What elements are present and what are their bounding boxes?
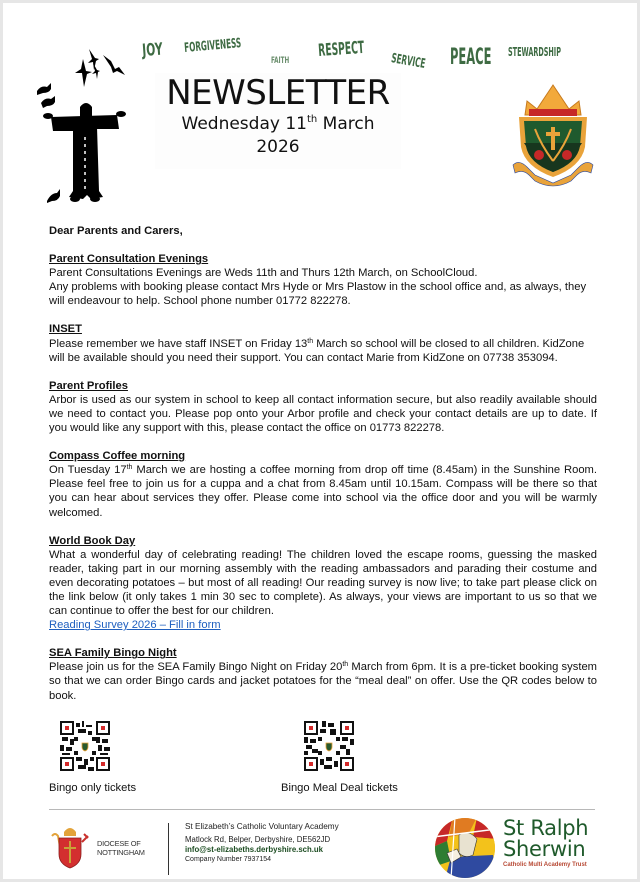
value-word-forgiveness: FORGIVENESS <box>183 36 242 56</box>
qr-caption: Bingo only tickets <box>49 782 137 794</box>
section-sea-bingo-night <box>49 646 597 702</box>
text-part: March so school will be closed to all children. KidZone will be available should you need their support. You can contact Marie from KidZone on 07738 353094. <box>49 337 585 364</box>
section-text: What a wonderful day of celebrating reading! The children loved the escape rooms, guessing the masked reader, taking part in our morning assembly with the reading ambassadors and parading their costume and even decorating potatoes – but most of all reading! Our reading survey is now live; to take part please click on the link below (it only takes 1 min 30 sec to complete). As always, your views are important to us so that we can continue to offer the best for our children. <box>49 548 597 618</box>
greeting: Dear Parents and Carers, <box>49 225 183 237</box>
trust-name-block <box>503 818 588 868</box>
footer-divider-line <box>49 809 595 810</box>
value-word-faith: FAITH <box>271 56 290 66</box>
date-month: March <box>317 114 375 134</box>
diocese-line: NOTTINGHAM <box>97 848 145 857</box>
school-crest-icon <box>511 83 595 189</box>
section-heading: Parent Consultation Evenings <box>49 253 209 266</box>
value-word-joy: JOY <box>141 39 164 61</box>
text-part: Please join us for the SEA Family Bingo Night on Friday 20 <box>49 661 343 674</box>
qr-codes-row <box>49 721 597 797</box>
section-heading: World Book Day <box>49 534 136 547</box>
section-text <box>49 660 597 702</box>
ordinal: th <box>342 661 349 669</box>
value-word-peace: PEACE <box>450 45 492 70</box>
section-compass-coffee-morning <box>49 449 597 519</box>
ordinal: th <box>126 464 133 472</box>
text-part: March we are hosting a coffee morning from drop off time (8.45am) in the Sunshine Room. Please feel free to join us for a cuppa and a chat from 8.45am until 10.15am. Compass will be there so that you can hear about services they offer. Please come into school via the office door and you will be warmly welcomed. <box>49 464 597 519</box>
diocese-line: DIOCESE OF <box>97 839 141 848</box>
school-contact-info <box>185 822 339 865</box>
diocese-crest-icon <box>50 826 90 870</box>
qr-code-icon[interactable] <box>304 721 354 771</box>
school-address: Matlock Rd, Belper, Derbyshire, DE562JD <box>185 835 331 844</box>
qr-caption: Bingo Meal Deal tickets <box>281 782 398 794</box>
st-ralph-sherwin-trust-logo-icon <box>433 817 497 879</box>
qr-bingo-only[interactable] <box>49 721 136 795</box>
newsletter-body <box>49 224 597 717</box>
text-part: March from 6pm. It is a pre-ticket booking system so that we can order Bingo cards and jacket potatoes for the “meal deal” on offer. Use the QR codes below to book. <box>49 661 597 702</box>
section-heading: Compass Coffee morning <box>49 450 186 463</box>
text-part: On Tuesday 17 <box>49 464 127 477</box>
newsletter-title: NEWSLETTER <box>166 73 390 113</box>
ordinal: th <box>307 337 314 345</box>
newsletter-title-block <box>155 73 401 169</box>
newsletter-year: 2026 <box>256 137 300 157</box>
date-day: Wednesday 11 <box>181 114 307 134</box>
school-email[interactable]: info@st-elizabeths.derbyshire.sch.uk <box>185 845 324 854</box>
section-text <box>49 463 597 519</box>
text-part: Please remember we have staff INSET on Friday 13 <box>49 337 308 350</box>
date-ordinal: th <box>306 114 318 125</box>
value-word-respect: RESPECT <box>317 37 365 61</box>
company-number: Company Number 7937154 <box>185 856 271 863</box>
section-text: Parent Consultations Evenings are Weds 11th and Thurs 12th March, on SchoolCloud. <box>49 267 478 280</box>
st-francis-silhouette-icon <box>31 41 135 207</box>
section-text: Arbor is used as our system in school to keep all contact information secure, but also readily available should we need to contact you. Please pop onto your Arbor profile and check your contact details are up to date. If you would like any support with this, please contact the office on 01773 822278. <box>49 393 597 435</box>
section-text: Any problems with booking please contact Mrs Hyde or Mrs Plastow in the school office and, as always, they will endeavour to help. School phone number 01772 822278. <box>49 281 587 308</box>
school-name: St Elizabeth’s Catholic Voluntary Academy <box>185 822 339 831</box>
diocese-name <box>97 839 145 857</box>
trust-subtitle: Catholic Multi Academy Trust <box>503 862 587 868</box>
newsletter-page <box>3 3 637 879</box>
section-world-book-day <box>49 534 597 633</box>
section-parent-consultation <box>49 252 597 308</box>
qr-bingo-meal-deal[interactable] <box>281 721 398 795</box>
section-inset <box>49 322 597 364</box>
value-word-service: SERVICE <box>390 51 427 72</box>
trust-name-line: St Ralph <box>503 816 589 840</box>
section-heading: Parent Profiles <box>49 379 128 392</box>
qr-code-icon[interactable] <box>60 721 110 771</box>
section-heading: INSET <box>49 323 82 336</box>
section-parent-profiles <box>49 379 597 435</box>
value-word-stewardship: STEWARDSHIP <box>508 45 561 59</box>
section-heading: SEA Family Bingo Night <box>49 647 177 660</box>
section-text <box>49 337 597 365</box>
trust-name-line: Sherwin <box>503 837 586 861</box>
newsletter-date <box>155 113 401 136</box>
reading-survey-link[interactable]: Reading Survey 2026 – Fill in form <box>49 619 221 632</box>
footer-vertical-divider <box>168 823 169 875</box>
